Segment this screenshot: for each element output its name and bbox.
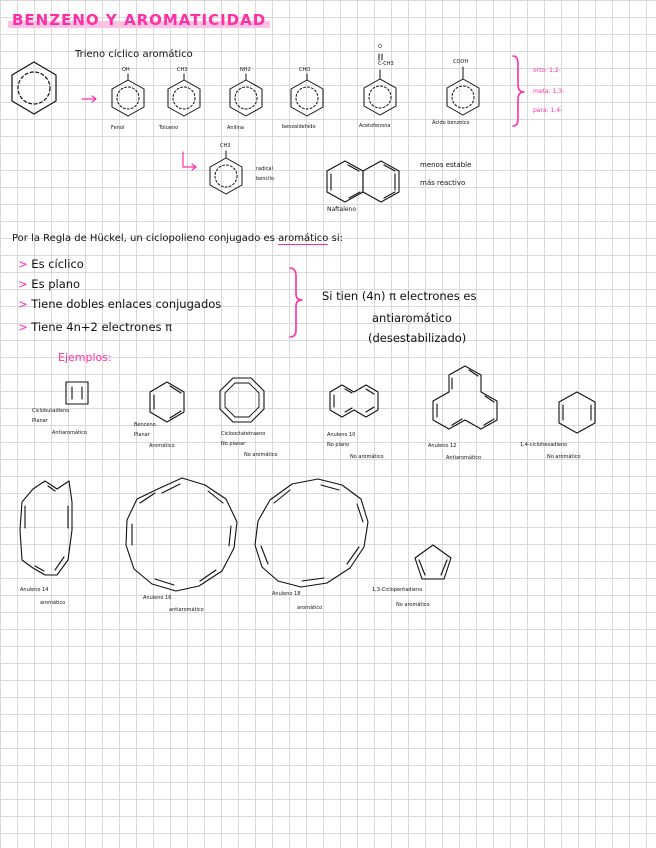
- example-label: aromático: [297, 605, 323, 611]
- cyclooctatetraene-icon: [220, 378, 264, 422]
- example-label: 1,3-Ciclopentadieno: [372, 587, 423, 593]
- condition-text: Es cíclico: [31, 257, 84, 271]
- condition-item: > Tiene 4n+2 electrones π: [18, 320, 173, 334]
- example-label: Planar: [134, 432, 150, 438]
- position-label: orto: 1,2-: [533, 67, 561, 74]
- condition-text: Tiene dobles enlaces conjugados: [31, 297, 222, 311]
- brace-icon: [290, 268, 302, 337]
- example-label: 1,4-ciclohexadieno: [520, 442, 568, 448]
- condition-text: Tiene 4n+2 electrones π: [31, 320, 173, 334]
- example-label: Anuleno 18: [272, 591, 301, 597]
- derivative-name: Anilina: [227, 125, 244, 131]
- intro-label: Trieno cíclico aromático: [75, 49, 193, 60]
- naphthalene-note: menos estable: [420, 161, 472, 169]
- substituent-label: COOH: [453, 59, 469, 65]
- huckel-rule-text: Por la Regla de Hückel, un ciclopolieno conjugado es: [12, 233, 275, 244]
- benzene-kekule-icon: [150, 382, 184, 422]
- examples-heading: Ejemplos:: [58, 351, 112, 364]
- condition-item: > Tiene dobles enlaces conjugados: [18, 297, 222, 311]
- derivative-name: benzaldehído: [282, 124, 316, 130]
- example-label: antiaromático: [169, 607, 204, 613]
- example-label: Anuleno 14: [20, 587, 49, 593]
- position-label: meta: 1,3-: [533, 88, 565, 95]
- naphthalene-icon: [327, 161, 399, 202]
- example-label: Antiaromático: [446, 455, 482, 461]
- example-label: No aromático: [244, 452, 278, 458]
- derivative-name: Ácido benzoico: [432, 120, 470, 126]
- huckel-tail: si:: [331, 233, 343, 244]
- page-title: BENZENO Y AROMATICIDAD: [8, 13, 270, 28]
- annulene-18-icon: [255, 479, 368, 587]
- anti-text: antiaromático: [372, 311, 452, 325]
- example-label: No plano: [327, 442, 350, 448]
- huckel-aromatic: aromático: [278, 233, 329, 244]
- substituent-label: OH: [122, 67, 130, 73]
- example-label: No aromático: [547, 454, 581, 460]
- annulene-12-icon: [433, 366, 497, 429]
- example-label: Planar: [32, 418, 48, 424]
- example-label: Ciclooctatetraeno: [221, 431, 266, 437]
- example-label: No aromático: [396, 602, 430, 608]
- example-label: Aromático: [149, 443, 175, 449]
- condition-text: Es plano: [31, 277, 81, 291]
- cyclopentadiene-icon: [415, 545, 451, 579]
- example-label: No planar: [221, 441, 246, 447]
- cyclobutadiene-icon: [66, 382, 88, 404]
- substituent-label: CHO: [299, 67, 311, 73]
- example-label: aromático: [40, 600, 66, 606]
- huckel-rule: [12, 234, 343, 244]
- annulene-14-icon: [20, 481, 72, 575]
- example-label: Anuleno 10: [327, 432, 356, 438]
- annulene-10-icon: [330, 385, 378, 417]
- derivative-name: Fenol: [111, 125, 125, 131]
- example-label: Anuleno 12: [428, 443, 457, 449]
- condition-item: > Es plano: [18, 277, 81, 291]
- substituent-label: O: [378, 44, 382, 50]
- radical-label: radical: [256, 166, 273, 172]
- arrow-down-right-icon: [183, 152, 196, 170]
- example-label: No aromático: [350, 454, 384, 460]
- anti-text: (desestabilizado): [368, 331, 467, 345]
- example-label: Benceno: [134, 422, 156, 428]
- derivative-name: Tolueno: [159, 125, 179, 131]
- arrow-icon: [82, 96, 96, 102]
- naphthalene-name: Naftaleno: [327, 206, 357, 213]
- substituent-label: NH2: [240, 67, 251, 73]
- example-label: Anuleno 16: [143, 595, 172, 601]
- example-label: Ciclobutadieno: [32, 408, 70, 414]
- example-label: Antiaromático: [52, 430, 88, 436]
- derivative-name: Acetofenona: [359, 123, 391, 129]
- condition-item: > Es cíclico: [18, 257, 84, 271]
- radical-label: bencilo: [256, 176, 275, 182]
- benzene-large-icon: [12, 62, 56, 114]
- substituent-label: CH3: [220, 143, 231, 149]
- annulene-16-icon: [126, 478, 237, 591]
- substituent-label: CH3: [177, 67, 188, 73]
- brace-icon: [513, 56, 524, 126]
- position-label: para: 1,4-: [533, 107, 563, 114]
- naphthalene-note: más reactivo: [420, 179, 466, 187]
- cyclohexadiene-icon: [559, 392, 595, 433]
- anti-text: Si tien (4n) π electrones es: [322, 289, 477, 303]
- substituent-label: C-CH3: [378, 61, 394, 67]
